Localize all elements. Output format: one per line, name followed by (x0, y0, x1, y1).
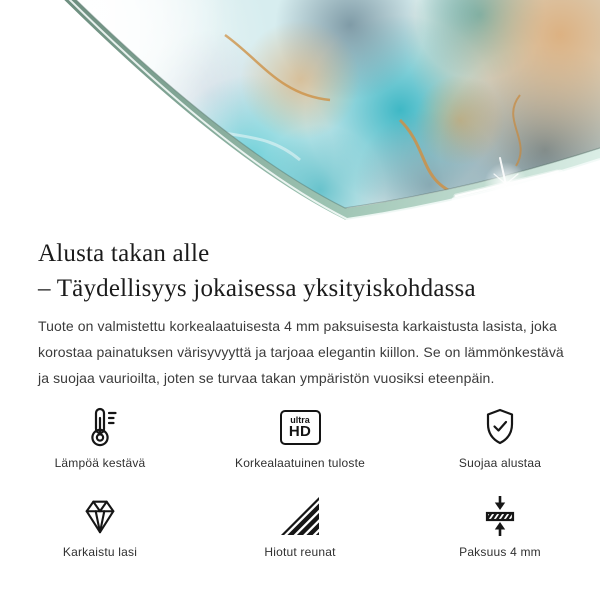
thermometer-icon (78, 403, 122, 451)
ultra-hd-icon-text-top: ultra (290, 414, 310, 425)
feature-thickness (400, 492, 600, 559)
section-title-line1: Alusta takan alle (38, 240, 210, 267)
feature-heat-resistant (0, 403, 200, 470)
feature-label: Hiotut reunat (264, 545, 336, 559)
feature-high-quality-print (200, 403, 400, 470)
ultra-hd-icon-text-bottom: HD (288, 422, 312, 440)
feature-label: Korkealaatuinen tuloste (234, 456, 366, 470)
hero-product-image (0, 0, 600, 230)
feature-label: Lämpöä kestävä (54, 456, 146, 470)
thickness-icon (478, 492, 522, 540)
ultra-hd-icon (280, 403, 321, 451)
glass-panel-illustration (0, 0, 600, 230)
feature-label: Karkaistu lasi (62, 545, 138, 559)
section-description: Tuote on valmistettu korkealaatuisesta 4 mm paksuisesta karkaistusta lasista, joka korostaa painatuksen värisyvyyttä ja tarjoaa elegantin kiillon. Se on lämmönkestävä ja suojaa vaurioilta, joten se turvaa takan ympäristön vuosiksi eteenpäin. (38, 318, 564, 386)
feature-tempered-glass (0, 492, 200, 559)
feature-protects-surface (400, 403, 600, 470)
section-title (38, 236, 562, 306)
section-title-line2: – Täydellisyys jokaisessa yksityiskohdassa (38, 275, 476, 302)
feature-grid (0, 403, 600, 559)
feature-label: Paksuus 4 mm (459, 545, 541, 559)
beveled-edges-icon (278, 492, 322, 540)
shield-check-icon (478, 403, 522, 451)
feature-polished-edges (200, 492, 400, 559)
feature-label: Suojaa alustaa (458, 456, 542, 470)
diamond-icon (78, 492, 122, 540)
